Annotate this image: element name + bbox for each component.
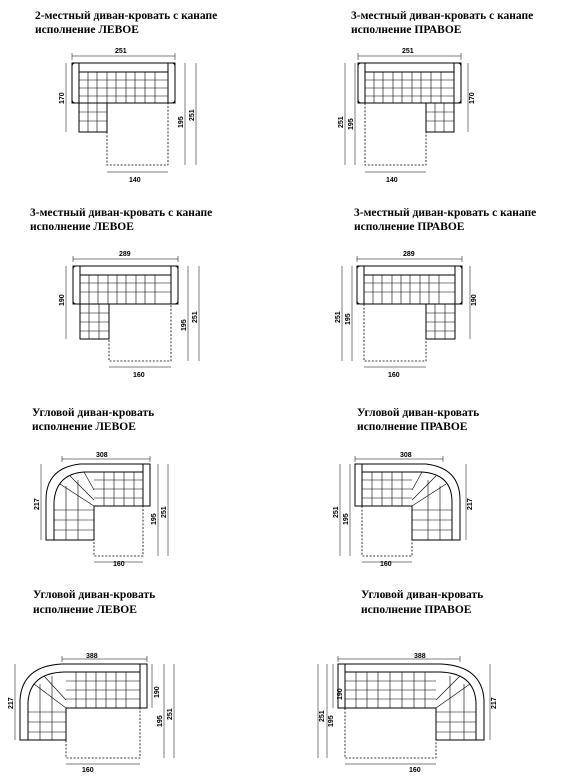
dim-depth-total: 251 — [338, 116, 345, 128]
dim-width: 388 — [414, 653, 426, 660]
dim-depth-open: 195 — [157, 715, 164, 727]
dim-bed-width: 140 — [386, 177, 398, 184]
dim-depth-back: 190 — [337, 688, 344, 700]
plan-3-title: 3-местный диван-кровать с канапе — [30, 207, 213, 219]
plan-7-title: Угловой диван-кровать — [33, 589, 156, 601]
dim-depth-open: 195 — [343, 513, 350, 525]
dim-depth-total: 251 — [161, 506, 168, 518]
dim-bed-width: 160 — [388, 372, 400, 379]
dim-depth-back: 190 — [154, 686, 161, 698]
dim-width: 308 — [96, 452, 108, 459]
plan-1-subtitle: исполнение ЛЕВОЕ — [35, 24, 139, 36]
dim-bed-width: 160 — [113, 561, 125, 568]
dim-depth-open: 195 — [328, 715, 335, 727]
plan-6-subtitle: исполнение ПРАВОЕ — [357, 421, 468, 433]
dim-depth-open: 195 — [345, 313, 352, 325]
dim-seat-depth: 170 — [469, 92, 476, 104]
plan-7-subtitle: исполнение ЛЕВОЕ — [33, 604, 137, 616]
dim-bed-width: 160 — [133, 372, 145, 379]
dim-depth-total: 251 — [167, 708, 174, 720]
plan-2-title: 3-местный диван-кровать с канапе — [351, 10, 534, 22]
dim-width: 251 — [115, 48, 127, 55]
dim-seat-depth: 217 — [467, 498, 474, 510]
dim-bed-width: 160 — [380, 561, 392, 568]
dim-seat-depth: 190 — [59, 294, 66, 306]
dim-width: 289 — [403, 251, 415, 258]
dim-depth-total: 251 — [319, 710, 326, 722]
dim-width: 289 — [119, 251, 131, 258]
dim-depth-open: 195 — [151, 513, 158, 525]
dim-depth-open: 195 — [348, 118, 355, 130]
dim-depth-total: 251 — [189, 109, 196, 121]
dim-seat-depth: 217 — [34, 498, 41, 510]
dim-seat-depth: 217 — [8, 697, 15, 709]
dim-bed-width: 160 — [82, 767, 94, 774]
plan-5-title: Угловой диван-кровать — [32, 407, 155, 419]
plan-1-title: 2-местный диван-кровать с канапе — [35, 10, 218, 22]
dim-seat-depth: 170 — [59, 92, 66, 104]
dim-depth-total: 251 — [192, 311, 199, 323]
dim-seat-depth: 217 — [491, 697, 498, 709]
dim-seat-depth: 190 — [471, 294, 478, 306]
plan-3-subtitle: исполнение ЛЕВОЕ — [30, 221, 134, 233]
plan-2-subtitle: исполнение ПРАВОЕ — [351, 24, 462, 36]
plan-4-title: 3-местный диван-кровать с канапе — [354, 207, 537, 219]
plan-8-title: Угловой диван-кровать — [361, 589, 484, 601]
plan-8-subtitle: исполнение ПРАВОЕ — [361, 604, 472, 616]
dim-depth-total: 251 — [335, 311, 342, 323]
dim-width: 251 — [402, 48, 414, 55]
plan-5-subtitle: исполнение ЛЕВОЕ — [32, 421, 136, 433]
dim-depth-open: 195 — [178, 116, 185, 128]
dim-depth-open: 195 — [181, 319, 188, 331]
dim-bed-width: 160 — [409, 767, 421, 774]
dim-depth-total: 251 — [333, 506, 340, 518]
dim-width: 388 — [86, 653, 98, 660]
dim-bed-width: 140 — [129, 177, 141, 184]
dim-width: 308 — [400, 452, 412, 459]
plan-4-subtitle: исполнение ПРАВОЕ — [354, 221, 465, 233]
plan-6-title: Угловой диван-кровать — [357, 407, 480, 419]
